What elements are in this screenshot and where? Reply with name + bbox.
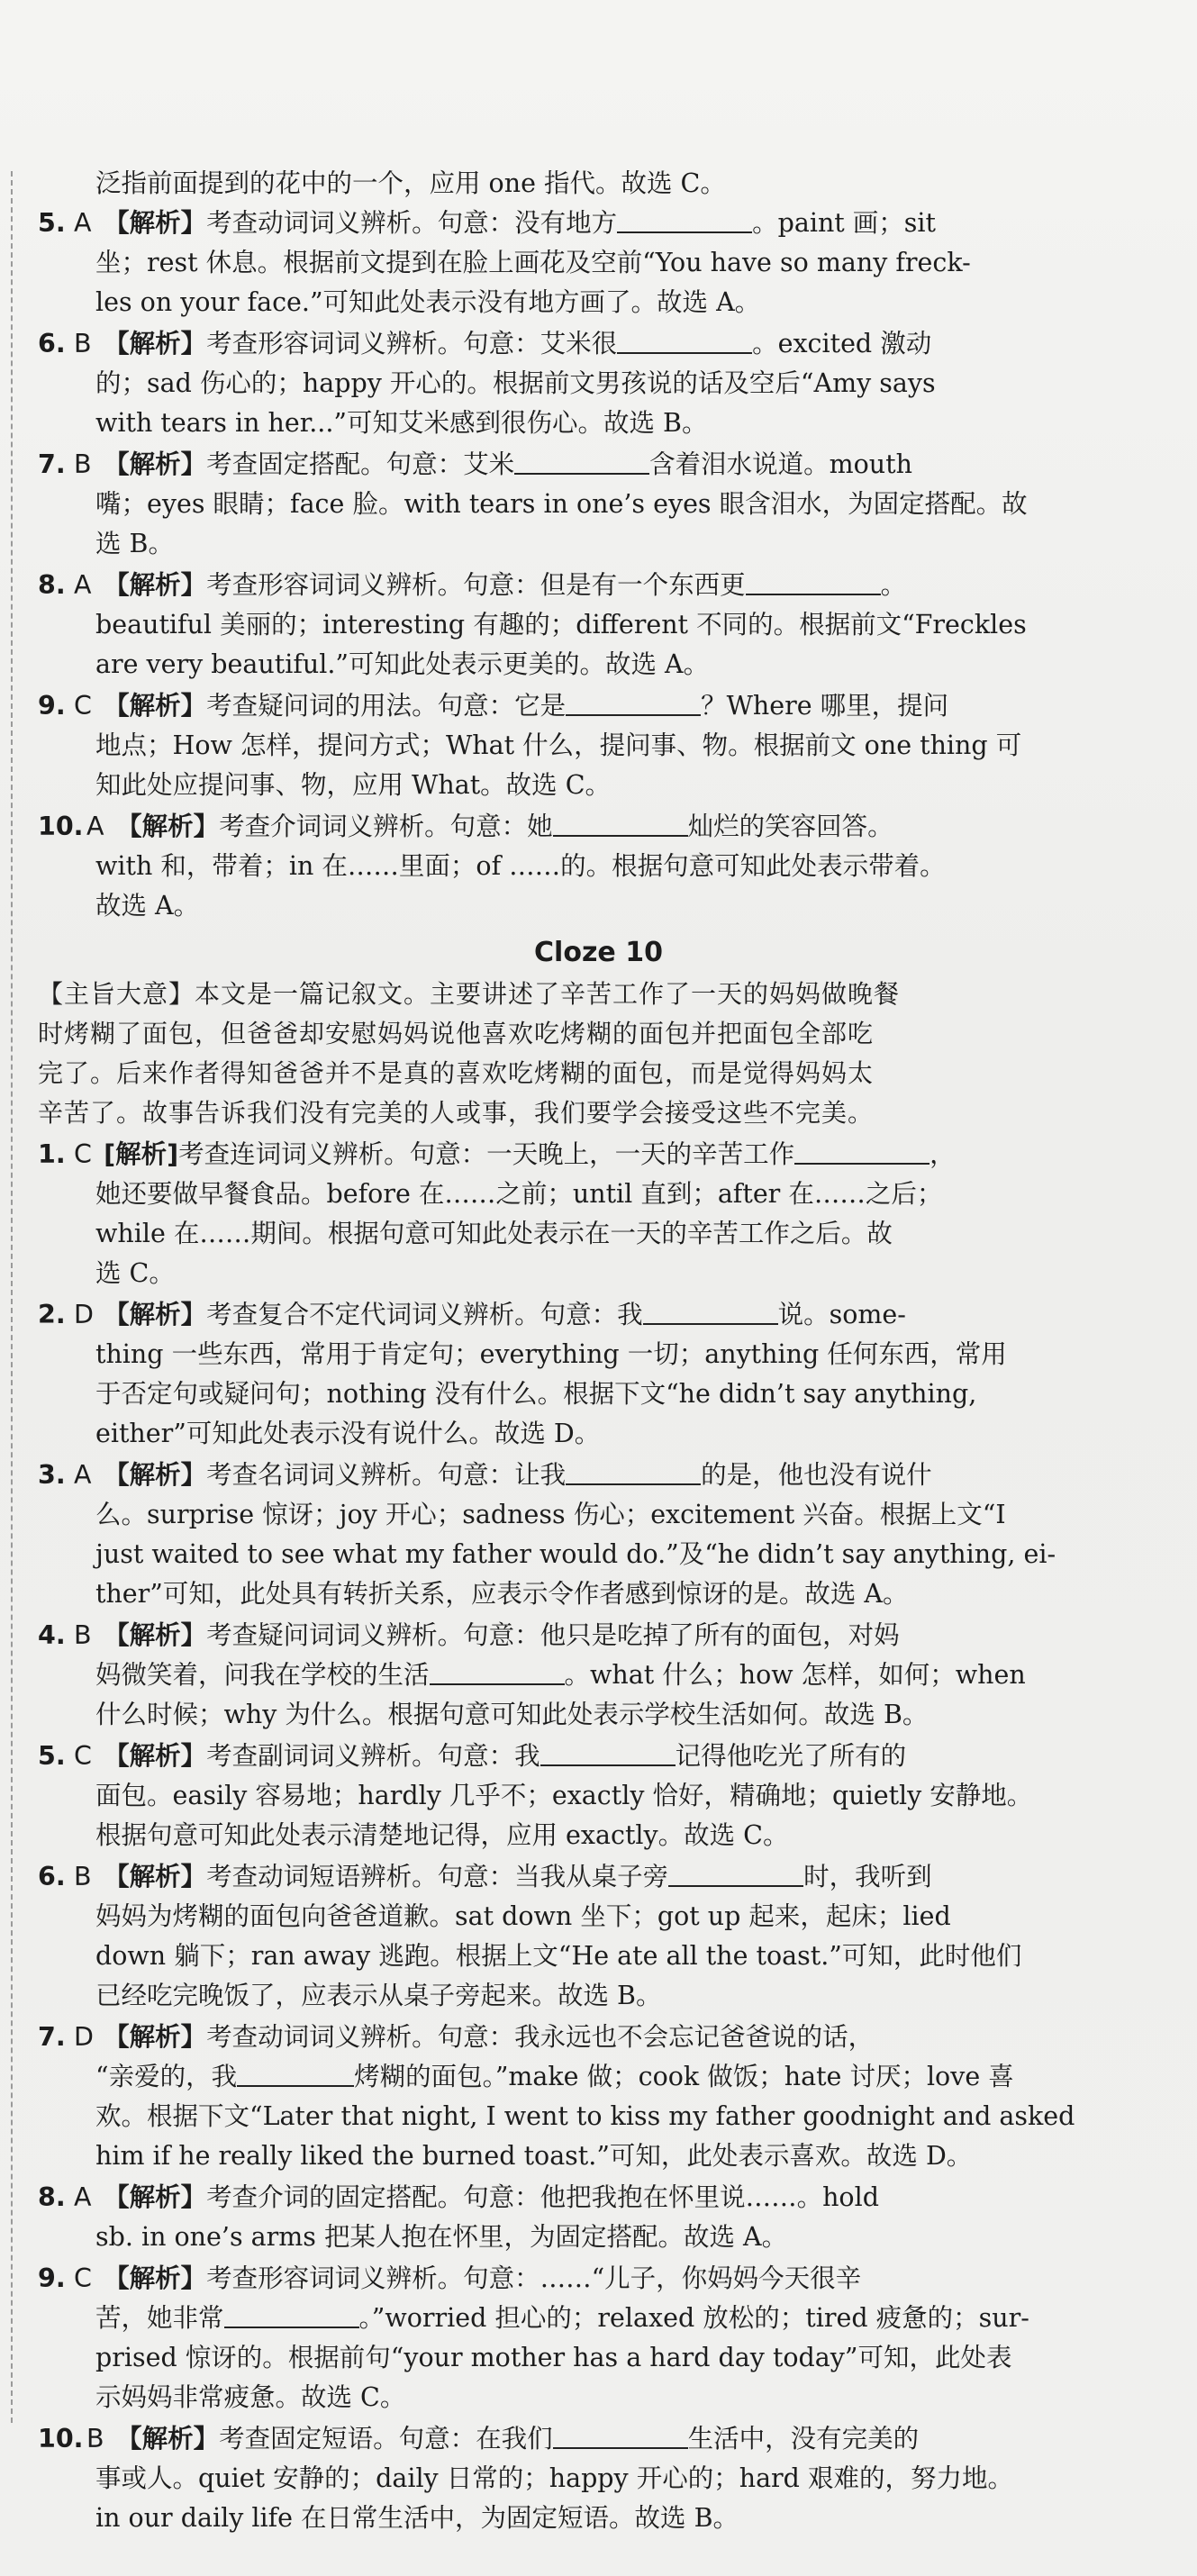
text-line: A xyxy=(74,208,92,238)
answer-blank xyxy=(553,2420,688,2449)
text-line: 考查动词词义辨析。句意：我永远也不会忘记爸爸说的话， xyxy=(206,2022,875,2052)
answer-blank xyxy=(566,1456,701,1485)
text-line: 考查疑问词的用法。句意：它是 xyxy=(206,691,567,721)
text-line: B xyxy=(74,329,92,358)
text-line: ， xyxy=(929,1139,956,1169)
text-line: him if he really liked the burned toast.”可知，此处表示喜欢。故选 D。 xyxy=(95,2141,973,2171)
text-line: 考查介词的固定搭配。句意：他把我抱在怀里说……。hold xyxy=(206,2182,879,2212)
text-line xyxy=(38,1135,1159,1175)
text-line: 5. xyxy=(38,1741,66,1771)
text-line: 5. xyxy=(38,208,66,238)
text-line xyxy=(38,2178,1159,2218)
text-line: 完了。后来作者得知爸爸并不是真的喜欢吃烤糊的面包，而是觉得妈妈太 xyxy=(38,1058,875,1088)
text-line: sb. in one’s arms 把某人抱在怀里，为固定搭配。故选 A。 xyxy=(95,2222,788,2252)
text-line: 考查名词词义辨析。句意：让我 xyxy=(206,1460,567,1490)
text-line: 10. xyxy=(38,812,84,841)
text-line: 【解析】 xyxy=(104,2182,207,2212)
text-line: A xyxy=(86,812,104,841)
text-line: 选 B。 xyxy=(95,529,175,558)
text-line: 说。some- xyxy=(777,1300,906,1329)
text-line: B xyxy=(74,1862,92,1891)
text-line: C xyxy=(74,2263,92,2293)
text-line: 考查形容词词义辨析。句意：……“儿子，你妈妈今天很辛 xyxy=(206,2263,862,2293)
text-line: prised 惊讶的。根据前句“your mother has a hard day today”可知，此处表 xyxy=(95,2343,1012,2372)
text-line: in our daily life 在日常生活中，为固定短语。故选 B。 xyxy=(95,2503,739,2533)
text-line: 7. xyxy=(38,2022,66,2052)
text-line: B xyxy=(74,1620,92,1650)
text-line: 于否定句或疑问句；nothing 没有什么。根据下文“he didn’t say anything, xyxy=(95,1379,977,1409)
text-line: down 躺下；ran away 逃跑。根据上文“He ate all the toast.”可知，此时他们 xyxy=(95,1941,1022,1971)
text-line: 。excited 激动 xyxy=(752,329,932,358)
text-line: 。 xyxy=(880,570,907,600)
text-line: B xyxy=(74,449,92,479)
text-line: 【解析】 xyxy=(104,1460,207,1490)
answer-blank xyxy=(617,204,752,233)
text-line: 【主旨大意】本文是一篇记叙文。主要讲述了辛苦工作了一天的妈妈做晚餐 xyxy=(38,979,901,1009)
text-line: 面包。easily 容易地；hardly 几乎不；exactly 恰好，精确地；quietly 安静地。 xyxy=(95,1781,1033,1810)
text-line: 【解析】 xyxy=(104,1741,207,1771)
text-line: 【解析】 xyxy=(104,2263,207,2293)
text-line: thing 一些东西，常用于肯定句；everything 一切；anything 任何东西，常用 xyxy=(95,1339,1007,1369)
text-line: 嘴；eyes 眼睛；face 脸。with tears in one’s eyes 眼含泪水，为固定搭配。故 xyxy=(95,489,1028,519)
text-line: 。what 什么；how 怎样，如何；when xyxy=(564,1660,1026,1690)
text-line: beautiful 美丽的；interesting 有趣的；different 不同的。根据前文“Freckles xyxy=(95,610,1027,639)
text-line: 选 C。 xyxy=(95,1258,175,1288)
answer-blank xyxy=(237,2058,354,2087)
text-line: 考查连词词义辨析。句意：一天晚上，一天的辛苦工作 xyxy=(178,1139,795,1169)
text-line: 9. xyxy=(38,2263,66,2293)
text-line xyxy=(38,324,1159,364)
text-line xyxy=(38,204,1159,243)
answer-blank xyxy=(566,687,701,716)
text-line: 的是，他也没有说什 xyxy=(701,1460,932,1490)
text-line: C xyxy=(74,1741,92,1771)
text-line: either”可知此处表示没有说什么。故选 D。 xyxy=(95,1419,601,1448)
answer-blank xyxy=(430,1656,565,1685)
text-line: 故选 A。 xyxy=(95,891,200,921)
text-line: 【解析】 xyxy=(104,691,207,721)
text-line: 考查形容词词义辨析。句意：但是有一个东西更 xyxy=(206,570,746,600)
text-line: 的；sad 伤心的；happy 开心的。根据前文男孩说的话及空后“Amy says xyxy=(95,368,936,398)
text-line: 示妈妈非常疲惫。故选 C。 xyxy=(95,2382,406,2412)
text-line xyxy=(38,2259,1159,2299)
c9-item-10 xyxy=(38,807,1159,926)
text-line xyxy=(38,2057,1159,2097)
text-line: 烤糊的面包。”make 做；cook 做饭；hate 讨厌；love 喜 xyxy=(354,2062,1014,2091)
text-line: 考查固定搭配。句意：艾米 xyxy=(206,449,515,479)
text-line xyxy=(38,2018,1159,2057)
text-line: 妈微笑着，问我在学校的生活 xyxy=(95,1660,430,1690)
text-line: 记得他吃光了所有的 xyxy=(675,1741,907,1771)
text-line: B xyxy=(86,2424,104,2454)
text-line xyxy=(38,686,1159,726)
text-line: D xyxy=(74,1300,94,1329)
text-line: 她还要做早餐食品。before 在……之前；until 直到；after 在……之后； xyxy=(95,1179,943,1209)
text-line xyxy=(38,1616,1159,1655)
text-line: 。”worried 担心的；relaxed 放松的；tired 疲惫的；sur- xyxy=(358,2303,1029,2333)
text-line: 辛苦了。故事告诉我们没有完美的人或事，我们要学会接受这些不完美。 xyxy=(38,1098,875,1128)
text-line: 【解析】 xyxy=(116,2424,220,2454)
text-line: 4. xyxy=(38,1620,66,1650)
carry-over-line: 泛指前面提到的花中的一个，应用 one 指代。故选 C。 xyxy=(95,168,726,198)
text-line: 【解析】 xyxy=(116,812,220,841)
text-line: while 在……期间。根据句意可知此处表示在一天的辛苦工作之后。故 xyxy=(95,1219,893,1248)
c9-item-5 xyxy=(38,204,1159,322)
answer-blank xyxy=(224,2299,359,2328)
text-line: 地点；How 怎样，提问方式；What 什么，提问事、物。根据前文 one thing 可 xyxy=(95,730,1022,760)
text-line xyxy=(38,1456,1159,1495)
c10-item-4 xyxy=(38,1616,1159,1735)
text-line: A xyxy=(74,1460,92,1490)
text-line: 生活中，没有完美的 xyxy=(687,2424,920,2454)
text-line: with tears in her...”可知艾米感到很伤心。故选 B。 xyxy=(95,408,708,438)
text-line: ther”可知，此处具有转折关系，应表示令作者感到惊讶的是。故选 A。 xyxy=(95,1579,909,1609)
text-line: 【解析】 xyxy=(104,570,207,600)
answer-blank xyxy=(514,446,649,475)
text-line xyxy=(38,1295,1159,1335)
text-line: 8. xyxy=(38,570,66,600)
answer-blank xyxy=(746,567,881,595)
text-line xyxy=(38,566,1159,605)
text-line: are very beautiful.”可知此处表示更美的。故选 A。 xyxy=(95,649,710,679)
text-line: 坐；rest 休息。根据前文提到在脸上画花及空前“You have so many freck- xyxy=(95,248,971,277)
text-line: 10. xyxy=(38,2424,84,2454)
text-line: with 和，带着；in 在……里面；of ……的。根据句意可知此处表示带着。 xyxy=(95,851,946,881)
c9-item-6 xyxy=(38,324,1159,443)
text-line: 2. xyxy=(38,1300,66,1329)
text-line: 考查介词词义辨析。句意：她 xyxy=(219,812,553,841)
answer-blank xyxy=(668,1858,803,1887)
text-line: 时烤糊了面包，但爸爸却安慰妈妈说他喜欢吃烤糊的面包并把面包全部吃 xyxy=(38,1019,875,1048)
text-line: 考查固定短语。句意：在我们 xyxy=(219,2424,553,2454)
text-line: 7. xyxy=(38,449,66,479)
text-line: 1. xyxy=(38,1139,66,1169)
text-line: A xyxy=(74,570,92,600)
c9-item-8 xyxy=(38,566,1159,685)
c9-item-7 xyxy=(38,445,1159,564)
text-line: 【解析】 xyxy=(104,449,207,479)
text-line: 【解析】 xyxy=(104,1862,207,1891)
text-line: 【解析】 xyxy=(104,208,207,238)
answer-blank xyxy=(540,1737,676,1766)
text-line: 含着泪水说道。mouth xyxy=(649,449,912,479)
text-line: C xyxy=(74,1139,92,1169)
text-line: 考查动词词义辨析。句意：没有地方 xyxy=(206,208,618,238)
text-line xyxy=(38,445,1159,485)
text-line: 欢。根据下文“Later that night, I went to kiss my father goodnight and asked xyxy=(95,2101,1075,2131)
c10-item-3 xyxy=(38,1456,1159,1614)
text-line xyxy=(38,1655,1159,1695)
text-line: 6. xyxy=(38,329,66,358)
text-line: C xyxy=(74,691,92,721)
text-line: 考查疑问词词义辨析。句意：他只是吃掉了所有的面包，对妈 xyxy=(206,1620,900,1650)
text-line xyxy=(38,1737,1159,1776)
c10-item-6 xyxy=(38,1857,1159,2016)
text-line: 6. xyxy=(38,1862,66,1891)
text-line: 考查动词短语辨析。句意：当我从桌子旁 xyxy=(206,1862,669,1891)
c10-item-8 xyxy=(38,2178,1159,2257)
text-line: A xyxy=(74,2182,92,2212)
section-title: Cloze 10 xyxy=(534,937,663,968)
answer-explanations xyxy=(38,164,1159,2540)
text-line: 考查副词词义辨析。句意：我 xyxy=(206,1741,540,1771)
text-line: 【解析】 xyxy=(104,329,207,358)
text-line: 妈妈为烤糊的面包向爸爸道歉。sat down 坐下；got up 起来，起床；lied xyxy=(95,1901,951,1931)
text-line: 考查复合不定代词词义辨析。句意：我 xyxy=(206,1300,643,1329)
text-line: 么。surprise 惊讶；joy 开心；sadness 伤心；excitement 兴奋。根据上文“I xyxy=(95,1500,1006,1529)
text-line xyxy=(38,1857,1159,1897)
c9-item-9 xyxy=(38,686,1159,805)
c10-item-7 xyxy=(38,2018,1159,2176)
text-line: just waited to see what my father would do.”及“he didn’t say anything, ei- xyxy=(95,1539,1056,1569)
text-line: [解析] xyxy=(104,1139,179,1169)
text-line: 苦，她非常 xyxy=(95,2303,224,2333)
text-line xyxy=(38,2299,1159,2338)
text-line: 时，我听到 xyxy=(803,1862,932,1891)
text-line: 考查形容词词义辨析。句意：艾米很 xyxy=(206,329,618,358)
text-line: 9. xyxy=(38,691,66,721)
text-line: 【解析】 xyxy=(104,1300,207,1329)
answer-blank xyxy=(617,325,752,354)
c10-item-2 xyxy=(38,1295,1159,1454)
c10-item-10 xyxy=(38,2419,1159,2538)
text-line: 什么时候；why 为什么。根据句意可知此处表示学校生活如何。故选 B。 xyxy=(95,1700,929,1729)
text-line: 8. xyxy=(38,2182,66,2212)
binding-margin-rule xyxy=(11,171,13,2423)
text-line: 3. xyxy=(38,1460,66,1490)
text-line: ？Where 哪里，提问 xyxy=(701,691,949,721)
text-line: D xyxy=(74,2022,94,2052)
text-line: 【解析】 xyxy=(104,1620,207,1650)
text-line: 根据句意可知此处表示清楚地记得，应用 exactly。故选 C。 xyxy=(95,1820,789,1850)
text-line: 已经吃完晚饭了，应表示从桌子旁起来。故选 B。 xyxy=(95,1981,662,2010)
text-line xyxy=(38,807,1159,847)
c10-item-1 xyxy=(38,1135,1159,1293)
answer-blank xyxy=(643,1296,778,1325)
answer-blank xyxy=(553,808,688,837)
text-line: 知此处应提问事、物，应用 What。故选 C。 xyxy=(95,770,612,800)
text-line: “亲爱的，我 xyxy=(95,2062,238,2091)
text-line: les on your face.”可知此处表示没有地方画了。故选 A。 xyxy=(95,287,761,317)
c10-item-9 xyxy=(38,2259,1159,2417)
text-line xyxy=(38,2419,1159,2459)
text-line: 事或人。quiet 安静的；daily 日常的；happy 开心的；hard 艰难的，努力地。 xyxy=(95,2463,1013,2493)
text-line: 。paint 画；sit xyxy=(752,208,937,238)
c10-item-5 xyxy=(38,1737,1159,1855)
summary-paragraph xyxy=(38,975,1159,1133)
text-line: 【解析】 xyxy=(104,2022,207,2052)
answer-blank xyxy=(794,1136,929,1165)
text-line: 灿烂的笑容回答。 xyxy=(687,812,893,841)
